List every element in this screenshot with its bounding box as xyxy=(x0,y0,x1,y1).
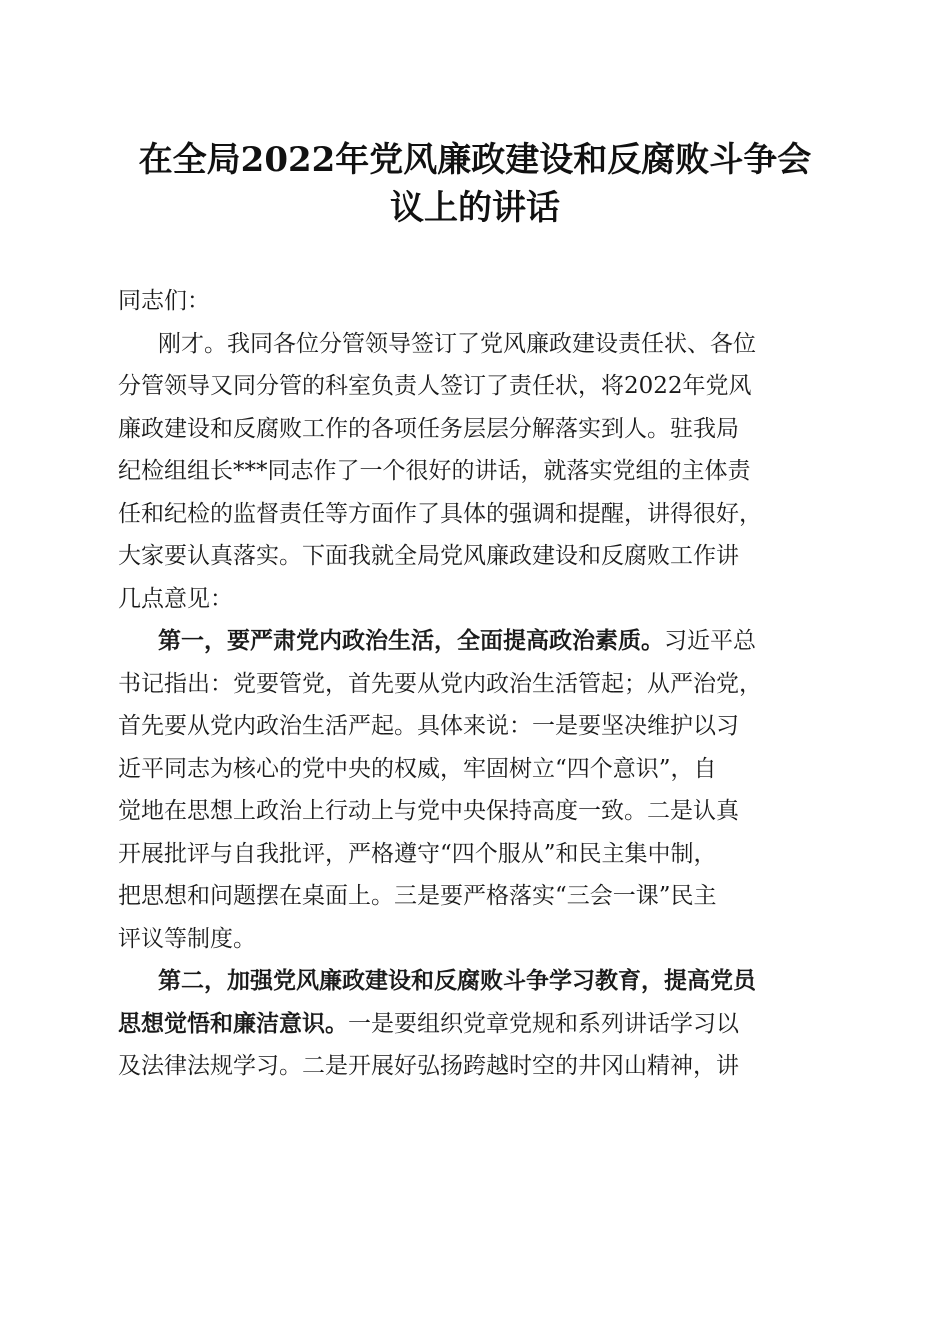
paragraph-line: 近平同志为核心的党中央的权威，牢固树立“四个意识”，自 xyxy=(118,755,717,782)
point-one-text: 习近平总 xyxy=(664,628,756,654)
paragraph-line: 开展批评与自我批评，严格遵守“四个服从”和民主集中制， xyxy=(118,840,717,867)
title-line: 在全局2022年党风廉政建设和反腐败斗争会 xyxy=(138,140,812,180)
paragraph-line: 觉地在思想上政治上行动上与党中央保持高度一致。二是认真 xyxy=(118,798,739,824)
point-one-heading: 第一，要严肃党内政治生活，全面提高政治素质。 xyxy=(158,627,664,654)
paragraph-line: 几点意见： xyxy=(118,585,233,612)
paragraph-line: 分管领导又同分管的科室负责人签订了责任状，将2022年党风 xyxy=(118,373,752,399)
paragraph-point-one xyxy=(118,620,830,960)
document-body xyxy=(118,280,830,1088)
document-title xyxy=(110,136,840,232)
paragraph-line: 纪检组组长***同志作了一个很好的讲话，就落实党组的主体责 xyxy=(118,458,751,484)
paragraph-opening xyxy=(118,323,830,621)
paragraph-line: 把思想和问题摆在桌面上。三是要严格落实“三会一课”民主 xyxy=(118,883,717,909)
point-two-heading: 第二，加强党风廉政建设和反腐败斗争学习教育，提高党员 xyxy=(158,967,756,994)
title-line: 议上的讲话 xyxy=(390,188,560,228)
paragraph-point-two xyxy=(118,960,830,1088)
paragraph-line: 刚才。我同各位分管领导签订了党风廉政建设责任状、各位 xyxy=(158,330,756,357)
paragraph-line: 廉政建设和反腐败工作的各项任务层层分解落实到人。驻我局 xyxy=(118,415,739,442)
paragraph-line: 大家要认真落实。下面我就全局党风廉政建设和反腐败工作讲 xyxy=(118,543,739,569)
paragraph-line: 任和纪检的监督责任等方面作了具体的强调和提醒，讲得很好， xyxy=(118,500,762,527)
paragraph-line xyxy=(118,620,830,663)
salutation: 同志们： xyxy=(118,288,210,314)
point-two-text: 一是要组织党章党规和系列讲话学习以 xyxy=(348,1010,739,1037)
paragraph-line: 评议等制度。 xyxy=(118,925,256,952)
point-two-heading-end: 思想觉悟和廉洁意识。 xyxy=(118,1009,348,1037)
paragraph-line: 及法律法规学习。二是开展好弘扬跨越时空的井冈山精神，讲 xyxy=(118,1053,739,1079)
paragraph-line: 书记指出：党要管党，首先要从党内政治生活管起；从严治党， xyxy=(118,670,762,697)
paragraph-line: 首先要从党内政治生活严起。具体来说：一是要坚决维护以习 xyxy=(118,713,739,739)
paragraph-line xyxy=(118,1003,830,1046)
